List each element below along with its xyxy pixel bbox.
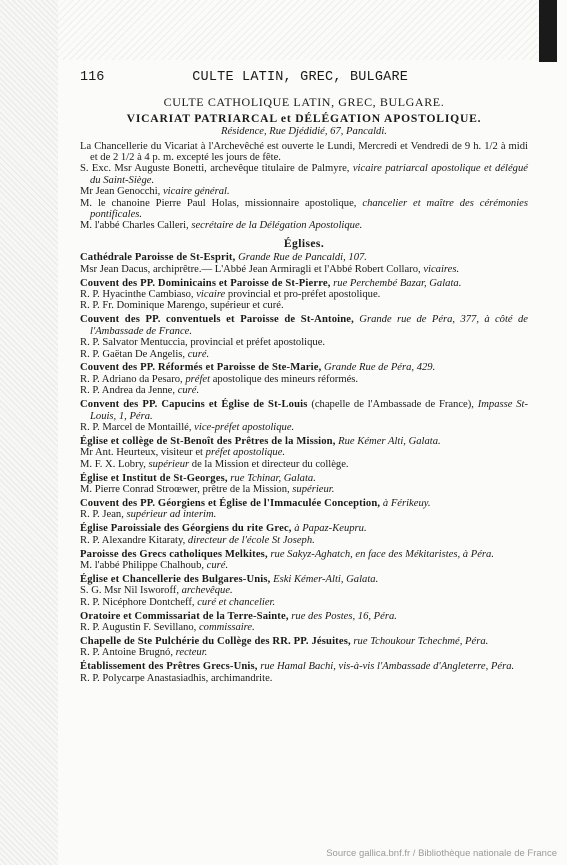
entry-address: rue Hamal Bachi, vis-à-vis l'Ambassade d'Angleterre, Péra. <box>257 661 515 673</box>
entry-name: Église et collège de St-Benoît des Prêtres de la Mission, <box>80 435 336 447</box>
person-name: R. P. Gaëtan De Angelis, <box>80 348 188 360</box>
entry-name: Couvent des PP. Dominicains et Paroisse de St-Pierre, <box>80 277 331 289</box>
vicariat-paragraph: La Chancellerie du Vicariat à l'Archevêché est ouverte le Lundi, Mercredi et Vendredi de 9 h. 1/2 à midi et de 2 1/2 à 4 p. m. excepté les jours de fête. <box>80 140 528 164</box>
person-line <box>80 560 528 571</box>
source-footer: Source gallica.bnf.fr / Bibliothèque nationale de France <box>326 848 557 859</box>
person-line <box>80 300 528 311</box>
entry-heading <box>80 278 528 289</box>
entry-name: Oratoire et Commissariat de la Terre-Sainte, <box>80 610 289 622</box>
person-line <box>80 484 528 495</box>
person-role: directeur de l'école St Joseph. <box>187 534 315 546</box>
page-header <box>80 72 528 83</box>
entry-heading <box>80 399 528 422</box>
person-name: Mr Ant. Heurteux, visiteur et <box>80 447 206 459</box>
church-entry <box>80 523 528 546</box>
entry-address: rue Sakyz-Aghatch, en face des Mékitaristes, à Péra. <box>267 548 494 560</box>
person-line <box>80 163 528 186</box>
person-role: vicaire <box>196 289 226 300</box>
page-content <box>80 72 528 684</box>
entry-address: Grande Rue de Pancaldi, 107. <box>235 252 367 264</box>
church-entry <box>80 314 528 360</box>
person-name: M. F. X. Lobry, <box>80 458 149 470</box>
church-entry <box>80 436 528 470</box>
entry-heading <box>80 473 528 484</box>
entry-heading <box>80 362 528 373</box>
entry-name: Couvent des PP. Réformés et Paroisse de Ste-Marie, <box>80 362 322 374</box>
entry-address: rue Tchinar, Galata. <box>227 472 316 484</box>
entry-address: à Papaz-Keupru. <box>291 523 367 535</box>
running-title: CULTE LATIN, GREC, BULGARE <box>192 70 409 85</box>
person-name: S. G. Msr Nil Isworoff, <box>80 585 182 597</box>
person-line <box>80 186 528 197</box>
church-entry <box>80 473 528 496</box>
entry-name: Paroisse des Grecs catholiques Melkites, <box>80 548 268 560</box>
entry-name: Établissement des Prêtres Grecs-Unis, <box>80 661 258 673</box>
entry-name: Couvent des PP. Géorgiens et Église de l'Immaculée Conception, <box>80 497 381 509</box>
scan-edge-left <box>0 0 58 865</box>
person-line <box>80 535 528 546</box>
person-name: R. P. Polycarpe Anastasiadhis, archimandrite. <box>80 672 273 684</box>
person-line <box>80 374 528 385</box>
person-role: chancelier et maître des cérémonies pontificales. <box>90 197 529 221</box>
vicariat-residence: Résidence, Rue Djédidié, 67, Pancaldi. <box>221 126 387 138</box>
entry-name: Église Paroissiale des Géorgiens du rite Grec, <box>80 523 292 535</box>
entry-address: Rue Kémer Alti, Galata. <box>335 435 441 447</box>
person-line <box>80 447 528 458</box>
church-entries <box>80 252 528 684</box>
entry-heading <box>80 436 528 447</box>
entry-name: Convent des PP. Capucins et Église de St-Louis <box>80 399 308 411</box>
person-role: supérieur. <box>292 484 335 495</box>
entry-heading <box>80 498 528 509</box>
person-name: M. Pierre Conrad Stroœwer, prêtre de la Mission, <box>80 484 293 495</box>
person-line <box>80 647 528 658</box>
person-role: curé. <box>187 348 210 360</box>
person-line <box>80 622 528 633</box>
person-line <box>80 289 528 300</box>
person-line <box>80 198 528 221</box>
person-line <box>80 264 528 275</box>
person-role: commissaire. <box>198 621 255 633</box>
person-role: curé. <box>206 559 229 571</box>
eglises-title: Églises. <box>283 236 325 250</box>
church-entry <box>80 252 528 275</box>
entry-address: rue Perchembé Bazar, Galata. <box>330 277 462 289</box>
section-title: CULTE CATHOLIQUE LATIN, GREC, BULGARE. <box>163 95 445 110</box>
entry-address: Grande rue de Péra, 377, à côté de l'Ambassade de France. <box>90 314 528 337</box>
person-line <box>80 673 528 684</box>
entry-heading <box>80 661 528 672</box>
church-entry <box>80 636 528 659</box>
person-name: R. P. Adriano da Pesaro, <box>80 373 186 385</box>
scan-edge-top <box>58 0 538 60</box>
vicariat-paragraphs <box>80 141 528 164</box>
vicariat-title: VICARIAT PATRIARCAL et DÉLÉGATION APOSTOLIQUE. <box>126 111 482 125</box>
person-line <box>80 337 528 348</box>
person-name: Mr Jean Genocchi, <box>80 186 163 198</box>
entry-heading <box>80 574 528 585</box>
person-role: vicaires. <box>423 263 460 275</box>
person-name: R. P. Augustin F. Sevillano, <box>80 621 199 633</box>
entry-address: Grande Rue de Péra, 429. <box>321 362 436 374</box>
person-line <box>80 220 528 231</box>
entry-name: Église et Chancellerie des Bulgares-Unis, <box>80 573 271 585</box>
person-name: R. P. Fr. Dominique Marengo, supérieur et curé. <box>80 300 284 312</box>
entry-name: Chapelle de Ste Pulchérie du Collège des RR. PP. Jésuites, <box>80 635 351 647</box>
vicariat-people <box>80 163 528 231</box>
page-number: 116 <box>80 70 105 85</box>
person-line <box>80 597 528 608</box>
scan-edge-marker <box>539 0 557 62</box>
entry-address: rue des Postes, 16, Péra. <box>288 610 397 622</box>
entry-heading <box>80 314 528 337</box>
person-role: secrétaire de la Délégation Apostolique. <box>191 220 363 232</box>
church-entry <box>80 498 528 521</box>
entry-name: Église et Institut de St-Georges, <box>80 472 228 484</box>
person-role: vice-préfet apostolique. <box>194 421 295 433</box>
entry-heading <box>80 523 528 534</box>
person-role: supérieur <box>148 458 190 470</box>
person-role: supérieur ad interim. <box>126 509 217 521</box>
person-name: R. P. Antoine Brugnó, <box>80 647 176 659</box>
entry-heading <box>80 636 528 647</box>
person-role: archevêque. <box>181 585 233 597</box>
person-line <box>80 349 528 360</box>
person-name: M. l'abbé Philippe Chalhoub, <box>80 559 207 571</box>
entry-name: Couvent des PP. conventuels et Paroisse de St-Antoine, <box>80 314 354 326</box>
entry-address: à Férikeuy. <box>380 497 431 509</box>
person-rest: provincial et pro-préfet apostolique. <box>225 289 381 300</box>
entry-address: Impasse St-Louis, 1, Péra. <box>90 399 529 422</box>
person-name: M. le chanoine Pierre Paul Holas, missionnaire apostolique, <box>80 197 363 209</box>
person-line <box>80 385 528 396</box>
church-entry <box>80 362 528 396</box>
entry-heading <box>80 252 528 263</box>
entry-heading <box>80 549 528 560</box>
entry-note: (chapelle de l'Ambassade de France), <box>307 399 478 411</box>
person-line <box>80 422 528 433</box>
church-entry <box>80 661 528 684</box>
person-role: préfet <box>185 373 211 385</box>
entry-address: rue Tchoukour Tchechmé, Péra. <box>350 635 489 647</box>
person-name: R. P. Marcel de Montaillé, <box>80 421 195 433</box>
church-entry <box>80 574 528 608</box>
person-name: R. P. Jean, <box>80 509 127 521</box>
person-name: Msr Jean Dacus, archiprêtre.— L'Abbé Jean Armiragli et l'Abbé Robert Collaro, <box>80 263 424 275</box>
entry-heading <box>80 611 528 622</box>
person-role: curé. <box>177 385 200 397</box>
person-role: curé et chancelier. <box>197 596 276 608</box>
person-name: S. Exc. Msr Auguste Bonetti, archevêque titulaire de Palmyre, <box>80 163 353 175</box>
person-role: vicaire général. <box>162 186 230 198</box>
entry-address: Eski Kémer-Alti, Galata. <box>270 573 379 585</box>
church-entry <box>80 549 528 572</box>
church-entry <box>80 278 528 312</box>
person-rest: apostolique des mineurs réformés. <box>210 373 359 385</box>
entry-name: Cathédrale Paroisse de St-Esprit, <box>80 252 236 264</box>
church-entry <box>80 399 528 433</box>
person-name: M. l'abbé Charles Calleri, <box>80 220 192 232</box>
person-role: recteur. <box>175 647 208 659</box>
church-entry <box>80 611 528 634</box>
person-name: R. P. Salvator Mentuccia, provincial et préfet apostolique. <box>80 337 326 349</box>
person-name: R. P. Hyacinthe Cambiaso, <box>80 289 197 300</box>
person-role: vicaire patriarcal apostolique et délégué du Saint-Siège. <box>90 163 528 186</box>
person-rest: de la Mission et directeur du collège. <box>189 458 349 470</box>
person-name: R. P. Nicéphore Dontcheff, <box>80 596 198 608</box>
person-line <box>80 509 528 520</box>
person-role: préfet apostolique. <box>205 447 286 459</box>
person-line <box>80 459 528 470</box>
person-line <box>80 585 528 596</box>
person-name: R. P. Andrea da Jenne, <box>80 385 178 397</box>
person-name: R. P. Alexandre Kitaraty, <box>80 534 188 546</box>
